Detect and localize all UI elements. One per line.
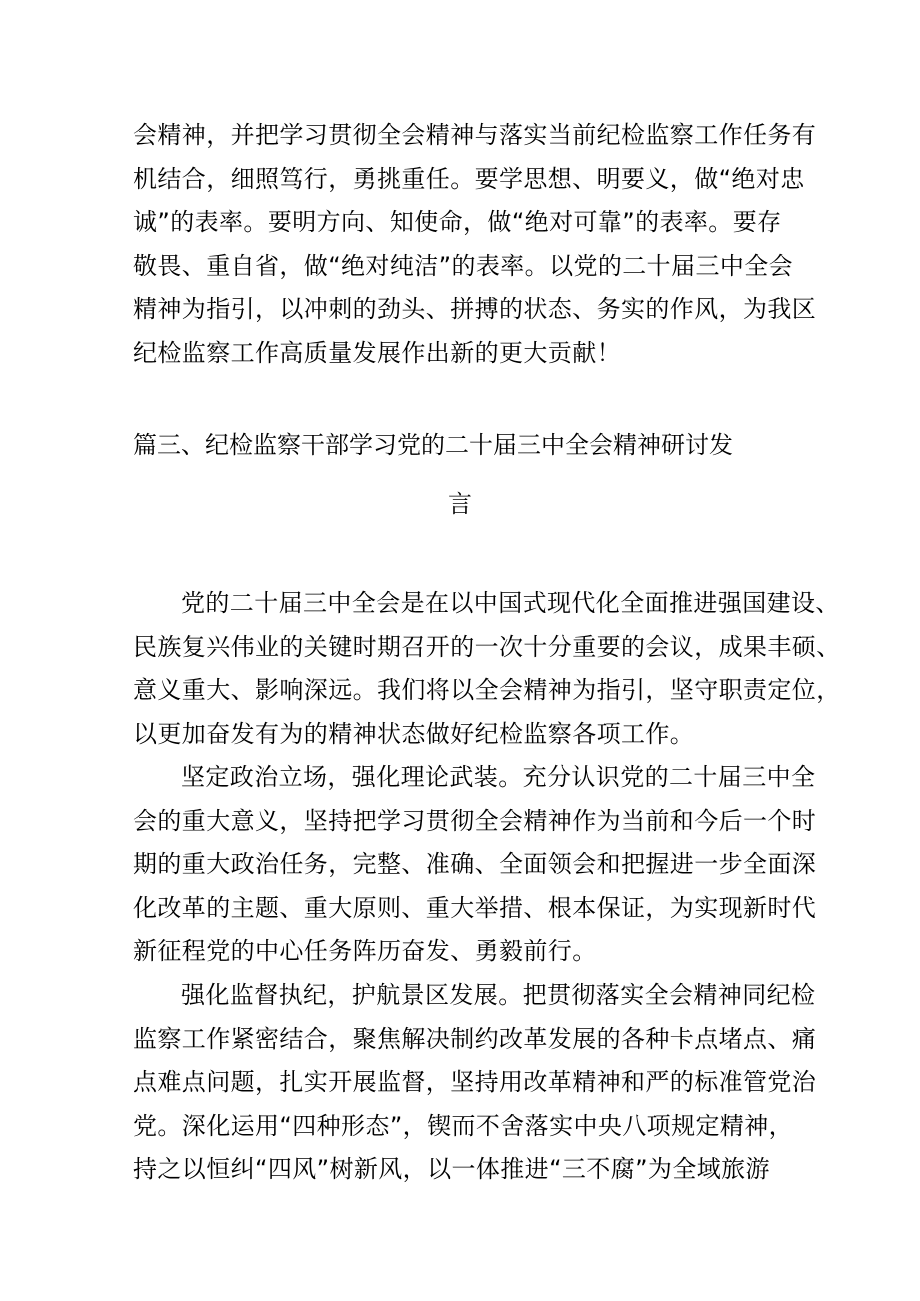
text-line: 点难点问题，扎实开展监督，坚持用改革精神和严的标准管党治 [133, 1068, 817, 1097]
body-paragraph [133, 582, 841, 756]
text-line: 以更加奋发有为的精神状态做好纪检监察各项工作。 [133, 719, 695, 748]
text-line: 敬畏、重自省，做“绝对纯洁”的表率。以党的二十届三中全会 [133, 251, 794, 280]
section-heading: 篇三、纪检监察干部学习党的二十届三中全会精神研讨发 [133, 431, 733, 459]
text-line: 期的重大政治任务，完整、准确、全面领会和把握进一步全面深 [133, 850, 817, 879]
text-line: 新征程党的中心任务阵历奋发、勇毅前行。 [133, 937, 597, 966]
text-line: 党。深化运用“四种形态”，锲而不舍落实中央八项规定精神， [133, 1111, 794, 1140]
section-heading-continuation: 言 [448, 490, 472, 518]
text-line: 会精神，并把学习贯彻全会精神与落实当前纪检监察工作任务有 [133, 121, 817, 149]
text-line: 坚定政治立场，强化理论武装。充分认识党的二十届三中全 [181, 763, 816, 791]
continuation-paragraph [133, 114, 817, 376]
text-line: 化改革的主题、重大原则、重大举措、根本保证，为实现新时代 [133, 893, 817, 922]
text-line: 意义重大、影响深远。我们将以全会精神为指引，坚守职责定位， [133, 676, 841, 705]
text-line: 纪检监察工作高质量发展作出新的更大贡献！ [133, 338, 621, 367]
text-line: 会的重大意义，坚持把学习贯彻全会精神作为当前和今后一个时 [133, 806, 817, 835]
text-line: 持之以恒纠“四风”树新风，以一体推进“三不腐”为全域旅游 [133, 1155, 770, 1184]
text-line: 诚”的表率。要明方向、知使命，做“绝对可靠”的表率。要存 [133, 208, 782, 237]
body-paragraph [133, 974, 817, 1192]
text-line: 民族复兴伟业的关键时期召开的一次十分重要的会议，成果丰硕、 [133, 632, 841, 661]
text-line: 党的二十届三中全会是在以中国式现代化全面推进强国建设、 [181, 589, 840, 617]
text-line: 监察工作紧密结合，聚焦解决制约改革发展的各种卡点堵点、痛 [133, 1024, 817, 1053]
text-line: 机结合，细照笃行，勇挑重任。要学思想、明要义，做“绝对忠 [133, 164, 805, 193]
text-line: 精神为指引，以冲刺的劲头、拼搏的状态、务实的作风，为我区 [133, 295, 817, 324]
text-line: 强化监督执纪，护航景区发展。把贯彻落实全会精神同纪检 [181, 981, 816, 1009]
body-paragraph [133, 756, 817, 974]
